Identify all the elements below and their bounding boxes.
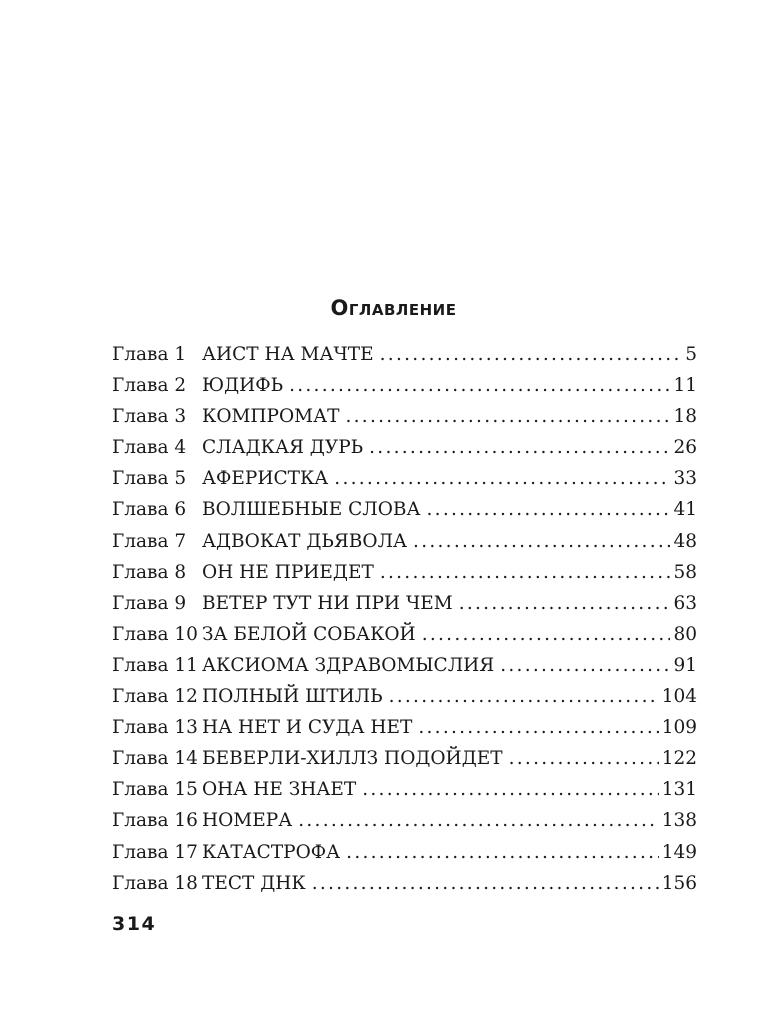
toc-entry [112,805,697,836]
toc-entry [112,681,697,712]
toc-entry-page: 26 [673,437,697,459]
toc-entry-leader [346,837,659,868]
toc-entry-page: 63 [673,592,697,614]
toc-entry-title: ЗА БЕЛОЙ СОБАКОЙ [202,623,416,645]
toc-entry [112,619,697,650]
toc-entry-leader [459,588,671,619]
toc-entry-page: 41 [673,499,697,521]
toc-entry-chapter: Глава 9 [112,592,187,614]
toc-entry-title: АКСИОМА ЗДРАВОМЫСЛИЯ [202,654,495,676]
toc-entry [112,339,697,370]
toc-entry [112,432,697,463]
toc-entry-leader [362,774,658,805]
toc-entry-chapter: Глава 8 [112,561,187,583]
toc-entry-page: 5 [685,344,697,365]
toc-entry-leader [298,805,658,836]
toc-entry-chapter: Глава 3 [112,406,187,428]
toc-entry-page: 138 [661,810,697,832]
toc-entry [112,868,697,899]
toc-entry-title: ПОЛНЫЙ ШТИЛЬ [202,686,383,708]
toc-entry-leader [380,557,671,588]
toc-entry-leader [389,681,659,712]
toc-entry-page: 131 [661,779,697,801]
toc-entry-leader [427,494,671,525]
toc-entry-page: 58 [673,561,697,583]
toc-entry [112,401,697,432]
toc-entry-chapter: Глава 6 [112,499,187,521]
toc-entry-title: ЮДИФЬ [202,375,284,397]
toc-entry [112,650,697,681]
toc-entry-page: 91 [673,654,697,676]
toc-entry-page: 33 [673,468,697,490]
toc-entry-page: 122 [661,748,697,770]
toc-entry [112,712,697,743]
toc-title: Оглавление [330,296,457,320]
toc-entry-leader [380,339,683,370]
toc-entry-chapter: Глава 18 [112,872,198,894]
toc-entry-chapter: Глава 7 [112,530,187,552]
toc-entry [112,743,697,774]
toc-entry-page: 48 [673,530,697,552]
toc-entry-leader [289,370,670,401]
toc-entry-title: КАТАСТРОФА [202,841,341,863]
toc-list [112,339,697,899]
toc-entry-page: 18 [673,406,697,428]
toc-entry-chapter: Глава 4 [112,437,187,459]
toc-entry [112,463,697,494]
toc-entry-page: 104 [661,686,697,708]
toc-entry-leader [418,712,658,743]
toc-entry-chapter: Глава 12 [112,686,198,708]
toc-entry-page: 80 [673,623,697,645]
toc-entry-title: ТЕСТ ДНК [202,872,306,894]
toc-entry-chapter: Глава 16 [112,810,198,832]
toc-entry [112,494,697,525]
toc-entry [112,557,697,588]
toc-entry [112,588,697,619]
toc-entry-chapter: Глава 10 [112,623,198,645]
toc-entry-chapter: Глава 17 [112,841,198,863]
page-number: 314 [112,913,157,935]
toc-entry [112,370,697,401]
toc-entry-page: 109 [661,717,697,739]
toc-entry-title: СЛАДКАЯ ДУРЬ [202,437,364,459]
toc-entry-title: ВЕТЕР ТУТ НИ ПРИ ЧЕМ [202,592,453,614]
toc-entry-title: НОМЕРА [202,810,293,832]
toc-entry-chapter: Глава 5 [112,468,187,490]
toc-entry-page: 149 [661,841,697,863]
toc-entry [112,774,697,805]
toc-entry-chapter: Глава 15 [112,779,198,801]
toc-entry-leader [312,868,659,899]
toc-entry [112,837,697,868]
toc-entry-title: БЕВЕРЛИ-ХИЛЛЗ ПОДОЙДЕТ [202,748,503,770]
toc-entry [112,526,697,557]
toc-entry-leader [334,463,670,494]
toc-entry-title: ОНА НЕ ЗНАЕТ [202,779,357,801]
toc-entry-leader [422,619,671,650]
toc-entry-page: 156 [661,872,697,894]
toc-entry-chapter: Глава 11 [112,654,198,676]
toc-entry-chapter: Глава 1 [112,344,187,365]
toc-entry-chapter: Глава 13 [112,717,198,739]
toc-entry-leader [509,743,659,774]
toc-entry-leader [500,650,670,681]
toc-entry-title: АДВОКАТ ДЬЯВОЛА [202,530,408,552]
toc-entry-title: ВОЛШЕБНЫЕ СЛОВА [202,499,421,521]
toc-entry-title: КОМПРОМАТ [202,406,340,428]
toc-entry-chapter: Глава 2 [112,375,187,397]
toc-entry-title: ОН НЕ ПРИЕДЕТ [202,561,374,583]
toc-entry-page: 11 [673,375,697,397]
toc-entry-leader [413,526,670,557]
toc-entry-chapter: Глава 14 [112,748,198,770]
toc-entry-leader [369,432,670,463]
toc-entry-leader [345,401,670,432]
toc-entry-title: АФЕРИСТКА [202,468,329,490]
toc-entry-title: НА НЕТ И СУДА НЕТ [202,717,413,739]
toc-entry-title: АИСТ НА МАЧТЕ [202,344,374,365]
